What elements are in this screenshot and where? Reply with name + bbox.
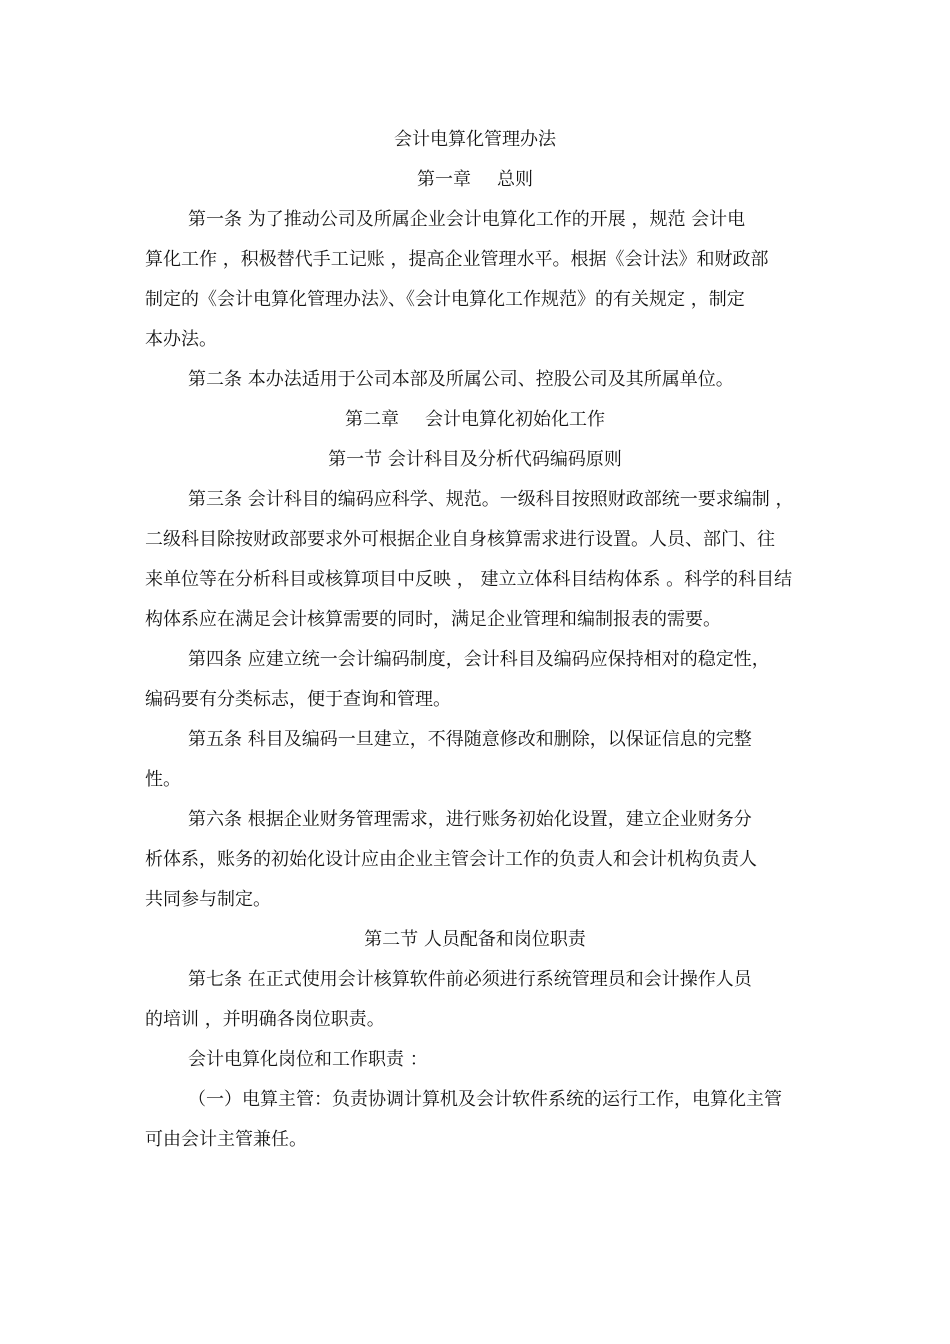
article-1-line-3: 制定的《会计电算化管理办法》、《会计电算化工作规范》的有关规定 ，制定 bbox=[145, 289, 745, 310]
article-1-line-4: 本办法。 bbox=[145, 329, 217, 350]
article-2: 第二条 本办法适用于公司本部及所属公司、控股公司及其所属单位。 bbox=[188, 369, 734, 390]
chapter-1-number: 第一章 bbox=[417, 169, 471, 190]
article-3-line-3: 来单位等在分析科目或核算项目中反映 ， 建立立体科目结构体系 。科学的科目结 bbox=[145, 569, 793, 590]
section-2-heading: 第二节 人员配备和岗位职责 bbox=[364, 929, 586, 950]
article-3-line-4: 构体系应在满足会计核算需要的同时，满足企业管理和编制报表的需要。 bbox=[145, 609, 721, 630]
article-5-line-2: 性。 bbox=[145, 769, 181, 790]
chapter-2-name: 会计电算化初始化工作 bbox=[425, 409, 605, 430]
chapter-2-number: 第二章 bbox=[345, 409, 399, 430]
article-5-line-1: 第五条 科目及编码一旦建立，不得随意修改和删除，以保证信息的完整 bbox=[188, 729, 752, 750]
article-6-line-2: 析体系，账务的初始化设计应由企业主管会计工作的负责人和会计机构负责人 bbox=[145, 849, 757, 870]
article-1-line-1: 第一条 为了推动公司及所属企业会计电算化工作的开展 ，规范 会计电 bbox=[188, 209, 746, 230]
section-1-heading: 第一节 会计科目及分析代码编码原则 bbox=[328, 449, 622, 470]
article-4-line-1: 第四条 应建立统一会计编码制度，会计科目及编码应保持相对的稳定性， bbox=[188, 649, 770, 670]
document-title: 会计电算化管理办法 bbox=[394, 129, 556, 150]
chapter-1-heading bbox=[0, 168, 950, 192]
article-7-line-1: 第七条 在正式使用会计核算软件前必须进行系统管理员和会计操作人员 bbox=[188, 969, 752, 990]
article-4-line-2: 编码要有分类标志，便于查询和管理。 bbox=[145, 689, 451, 710]
duty-1-line-1: （一）电算主管：负责协调计算机及会计软件系统的运行工作，电算化主管 bbox=[188, 1089, 782, 1110]
article-3-line-2: 二级科目除按财政部要求外可根据企业自身核算需求进行设置。人员、部门、往 bbox=[145, 529, 775, 550]
article-7-line-2: 的培训 ，并明确各岗位职责。 bbox=[145, 1009, 385, 1030]
article-3-line-1: 第三条 会计科目的编码应科学、规范。一级科目按照财政部统一要求编制 ， bbox=[188, 489, 794, 510]
duties-intro: 会计电算化岗位和工作职责 ： bbox=[188, 1049, 428, 1070]
chapter-2-heading bbox=[0, 408, 950, 432]
chapter-1-name: 总则 bbox=[497, 169, 533, 190]
article-1-line-2: 算化工作 ，积极替代手工记账 ，提高企业管理水平。根据《会计法》和财政部 bbox=[145, 249, 769, 270]
duty-1-line-2: 可由会计主管兼任。 bbox=[145, 1129, 307, 1150]
article-6-line-1: 第六条 根据企业财务管理需求，进行账务初始化设置，建立企业财务分 bbox=[188, 809, 752, 830]
article-6-line-3: 共同参与制定。 bbox=[145, 889, 271, 910]
